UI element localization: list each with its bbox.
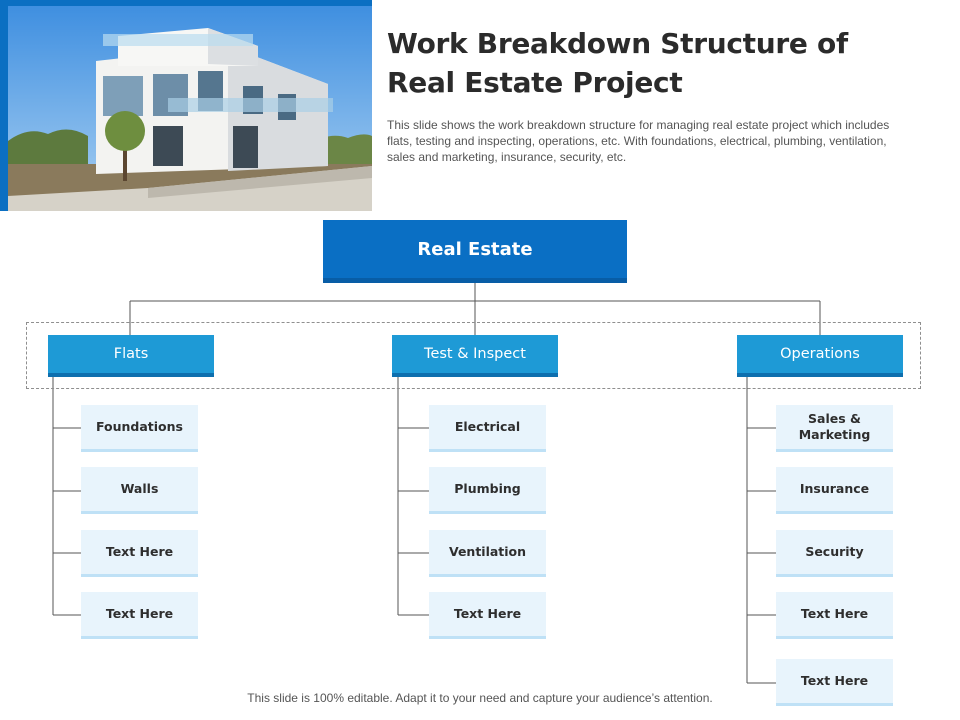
leaf-walls: Walls xyxy=(81,467,198,514)
category-operations: Operations xyxy=(737,335,903,377)
leaf-sales-marketing: Sales & Marketing xyxy=(776,405,893,452)
leaf-plumbing: Plumbing xyxy=(429,467,546,514)
leaf-security: Security xyxy=(776,530,893,577)
slide-title: Work Breakdown Structure of Real Estate Project xyxy=(387,27,848,99)
leaf-ventilation: Ventilation xyxy=(429,530,546,577)
leaf-operations-placeholder-1: Text Here xyxy=(776,592,893,639)
slide-description: This slide shows the work breakdown structure for managing real estate project which includes flats, testing and inspecting, operations, etc. With foundations, electrical, plumbing, ventilation, sales and marketing, insurance, security, etc. xyxy=(387,118,890,164)
leaf-flats-placeholder-1: Text Here xyxy=(81,530,198,577)
leaf-flats-placeholder-2: Text Here xyxy=(81,592,198,639)
footer-note: This slide is 100% editable. Adapt it to your need and capture your audience’s attention. xyxy=(247,691,713,705)
root-node: Real Estate xyxy=(323,220,627,283)
category-flats: Flats xyxy=(48,335,214,377)
leaf-test-placeholder: Text Here xyxy=(429,592,546,639)
leaf-electrical: Electrical xyxy=(429,405,546,452)
leaf-operations-placeholder-2: Text Here xyxy=(776,659,893,706)
category-test-inspect: Test & Inspect xyxy=(392,335,558,377)
leaf-foundations: Foundations xyxy=(81,405,198,452)
leaf-insurance: Insurance xyxy=(776,467,893,514)
